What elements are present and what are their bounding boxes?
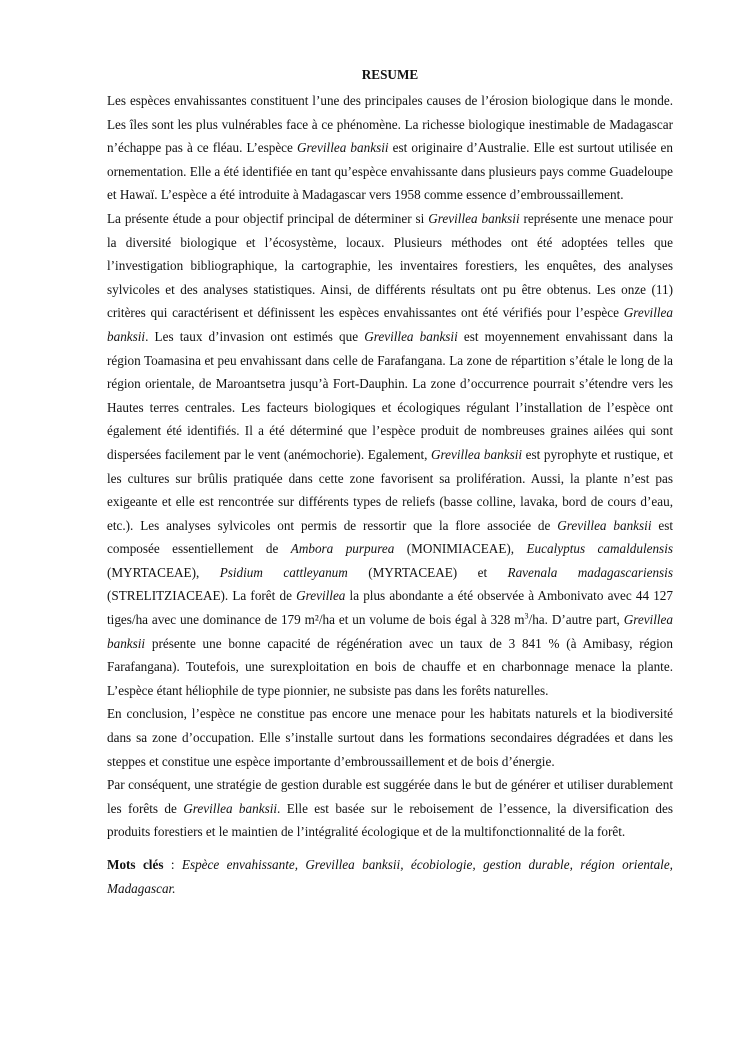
keywords-text: Espèce envahissante, Grevillea banksii, écobiologie, gestion durable, région orientale, Madagascar.: [107, 857, 673, 896]
species-name: Grevillea banksii: [297, 140, 389, 156]
abstract-paragraph-1: [107, 89, 673, 207]
species-name: Grevillea banksii: [183, 800, 278, 816]
text-run: . Les taux d’invasion ont estimés que: [145, 328, 365, 344]
text-run: . Elle est basée sur le reboisement de l’essence, la diversification des produits forestiers et le maintien de l’intégralité écologique et de la multifonctionnalité de la forêt.: [107, 800, 674, 840]
text-run: est originaire d’Australie. Elle est surtout utilisée en ornementation. Elle a été identifiée en tant qu’espèce envahissante dans plusieurs pays comme Guadeloupe et Hawaï. L’espèce a été introduite à Madagascar vers 1958 comme essence d’embroussaillement.: [107, 140, 673, 203]
abstract-paragraph-3: [107, 702, 673, 773]
abstract-title: RESUME: [361, 67, 419, 82]
text-run: est pyrophyte et rustique, et les cultures sur brûlis pratiquée dans cette zone favorisent sa prolifération. Aussi, la plante n’est pas exigeante et elle est rencontrée sur différents types de reliefs (basse colline, lavaka, bord de cours d’eau, etc.). Les analyses sylvicoles ont permis de ressortir que la flore associée de: [107, 446, 673, 533]
text-run: Par conséquent, une stratégie de gestion durable est suggérée dans le but de générer et utiliser durablement les forêts de: [107, 777, 673, 816]
superscript: 3: [524, 611, 529, 621]
species-name: Grevillea banksii: [107, 305, 673, 344]
text-run: présente une bonne capacité de régénération avec un taux de 3 841 % (à Amibasy, région Farafangana). Toutefois, une surexploitation en bois de chauffe et en charbonnage menace la plante. L’espèce étant héliophile de type pionnier, ne subsiste pas dans les forêts naturelles.: [107, 635, 673, 698]
keywords-separator: :: [163, 857, 182, 872]
text-run: Les espèces envahissantes constituent l’une des principales causes de l’érosion biologique dans le monde. Les îles sont les plus vulnérables face à ce phénomène. La richesse biologique inestimable de Madagascar n’échappe pas à ce fléau. L’espèce: [107, 93, 673, 156]
species-name: Ambora purpurea: [290, 541, 395, 557]
text-run: (MONIMIACEAE),: [394, 541, 527, 557]
species-name: Ravenala madagascariensis: [507, 564, 673, 580]
species-name: Grevillea: [296, 588, 346, 604]
text-run: (MYRTACEAE),: [107, 564, 220, 580]
text-run: représente une menace pour la diversité biologique et l’écosystème, locaux. Plusieurs méthodes ont été adoptées telles que l’investigation bibliographique, la cartographie, les inventaires forestiers, les enquêtes, des analyses sylvicoles et des analyses statistiques. Ainsi, de différents résultats ont pu être obtenus. Les onze (11) critères qui caractérisent et définissent les espèces envahissantes ont été vérifiés pour l’espèce: [107, 210, 673, 321]
species-name: Grevillea banksii: [428, 210, 520, 226]
abstract-body: [107, 89, 673, 844]
text-run: est moyennement envahissant dans la région Toamasina et peu envahissant dans celle de Farafangana. La zone de répartition s’étale le long de la région orientale, de Maroantsetra jusqu’à Fort-Dauphin. La zone d’occurrence pourrait s’étendre vers les Hautes terres centrales. Les facteurs biologiques et écologiques régulant l’installation de l’espèce ont également été identifiés. Il a été déterminé que l’espèce produit de nombreuses graines ailées qui sont dispersées facilement par le vent (anémochorie). Egalement,: [107, 328, 674, 462]
text-run: (MYRTACEAE) et: [347, 564, 508, 580]
species-name: Grevillea banksii: [431, 446, 523, 462]
species-name: Psidium cattleyanum: [219, 564, 348, 580]
keywords-label: Mots clés: [107, 857, 164, 872]
text-run: est composée essentiellement de: [107, 517, 673, 557]
text-run: la plus abondante a été observée à Ambonivato avec 44 127 tiges/ha avec une dominance de 179 m²/ha et un volume de bois égal à 328 m: [107, 588, 673, 628]
abstract-page: [107, 62, 673, 900]
species-name: Eucalyptus camaldulensis: [526, 541, 673, 557]
text-run: La présente étude a pour objectif principal de déterminer si: [107, 210, 429, 226]
text-run: (STRELITZIACEAE). La forêt de: [107, 588, 297, 604]
text-run: En conclusion, l’espèce ne constitue pas encore une menace pour les habitats naturels et la biodiversité dans sa zone d’occupation. Elle s’installe surtout dans les formations secondaires dégradées et dans les steppes et constitue une espèce importante d’embroussaillement et de bois d’énergie.: [107, 706, 673, 769]
text-run: /ha. D’autre part,: [528, 612, 624, 628]
abstract-paragraph-4: [107, 773, 673, 844]
species-name: Grevillea banksii: [107, 612, 673, 651]
keywords-line: [107, 853, 673, 900]
abstract-paragraph-2: [107, 207, 673, 702]
species-name: Grevillea banksii: [557, 517, 652, 533]
species-name: Grevillea banksii: [364, 328, 458, 344]
